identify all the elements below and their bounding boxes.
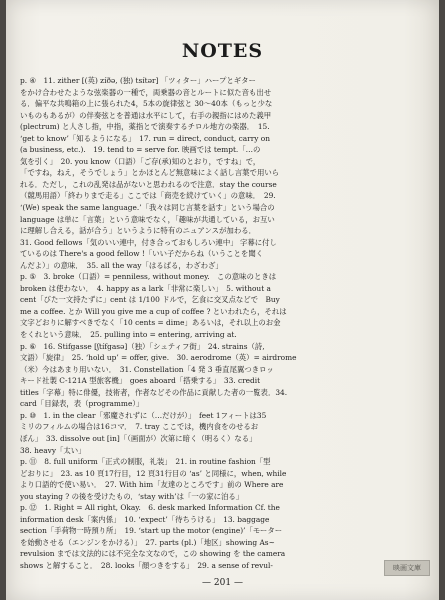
notes-body — [20, 75, 420, 572]
note-line: （競馬用語）「終わりまで走る」ここでは「商売を続けていく」の意味． 29. — [20, 191, 276, 201]
note-line: (plectrum) と人さし指，中指，薬指とで演奏するチロル地方の楽器． 15. — [20, 122, 270, 132]
note-line: you staying ? の後を受けたもの．‘stay with’は「一の家に泊る」 — [20, 491, 244, 501]
note-line: 38. heavy「太い」 — [20, 445, 86, 455]
page-number: — 201 — — [202, 578, 243, 588]
page-title: NOTES — [181, 40, 264, 62]
note-line: (a business, etc.). 19. tend to = serve for. 映画では tempt.「…の — [20, 145, 261, 155]
note-line: p. ④ 11. zither [(英) zíðə, (独) tsítər] 「ツィター」ハープとギター — [20, 76, 256, 85]
note-line: p. ⑩ 1. in the clear「邪魔されずに（…だけが）」 feet 1フィートは35 — [20, 410, 267, 420]
note-line: p. ⑤ 3. broke（口語）= penniless, without money. この意味のときは — [20, 272, 277, 282]
note-line: ているのは There's a good fellow !「いい子だからね（いうことを聞く — [20, 249, 264, 259]
note-line: をくれという意味． 25. pulling into = entering, arriving at. — [20, 330, 237, 340]
note-line: れる．ただし，これの乱発は品がないと思われるので注意．stay the course — [20, 179, 277, 189]
note-line: キード社製 C-121A 型旅客機」 goes aboard「搭乗する」 33. credit — [20, 376, 261, 386]
note-line: どおりに」 23. as 10 頁17行目，12 頁31行目の ‘as’ と同様に，when, while — [20, 468, 287, 478]
note-line: broken は使わない． 4. happy as a lark「非常に楽しい」 5. without a — [20, 283, 271, 293]
note-line: titles「字幕」特に俳優，技術者，作者などその作品に貢献した者の一覧表．34. — [20, 387, 288, 397]
note-line: ‘(We) speak the same language.’「我々は同じ言葉を話す」という場合の — [20, 203, 275, 213]
note-line: p. ⑪ 8. full uniform「正式の制服，礼装」 21. in routine fashion「型 — [20, 457, 271, 467]
note-line: 文字どおりに解すべきでなく「10 cents = dime」あるいは，それ以上のお金 — [20, 318, 281, 328]
note-line: p. ⑫ 1. Right = All right, Okay. 6. desk marked Information Cf. the — [20, 503, 280, 513]
note-line: を始動させる（エンジンをかける）」 27. parts (pl.)「地区」showing As~ — [20, 537, 275, 547]
note-line: revulsion までは文法的には不完全な文なので，この showing を the camera — [20, 549, 286, 559]
note-line: る．偏平な共鳴箱の上に張られた4，5本の旋律弦と 30〜40本（もっと少な — [20, 99, 273, 109]
note-line: （米）今はあまり用いない． 31. Constellation「4 発 3 垂直尾翼つきロッ — [20, 364, 274, 374]
note-line: に理解し合える，話が合う」というように特有のニュアンスが加わる． — [20, 226, 256, 236]
note-line: ‘get to know’「知るようになる」 17. run = direct, conduct, carry on — [20, 133, 270, 143]
note-line: information desk「案内係」 10. ‘expect’「待ちうける」 13. baggage — [20, 514, 270, 524]
book-page — [6, 0, 439, 600]
note-line: p. ⑥ 16. Stifgasse [ʃtífgasə]（独）「シュティフ街」 24. strains（詩, — [20, 341, 265, 351]
note-line: をかけ合わせたような弦楽器の一種で，両乗器の音とルートに似た音も出せ — [20, 87, 272, 97]
note-line: shows と解すること． 28. looks「顔つきをする」 29. a sense of revul- — [20, 560, 273, 570]
note-line: cent「びた一文持たずに」cent は 1/100 ドルで，乞食に交叉点などで Buy — [20, 295, 280, 305]
note-line: 気を引く」 20. you know（口語）「ご存(承)知のとおり，ですね」で， — [20, 156, 261, 166]
note-line: いものもあるが）の伴奏弦とを普通は水平にして，右手の親指にはめた義甲 — [20, 110, 272, 120]
library-stamp: 映画文庫 — [384, 560, 430, 576]
note-line: 31. Good fellows「気のいい連中，付き合っておもしろい連中」 字幕に付し — [20, 237, 277, 247]
note-line: 文語）「旋律」 25. ‘hold up’ = offer, give. 30. aerodrome（英）= airdrome — [20, 353, 297, 363]
note-line: section「手荷物一時預り所」 19. ‘start up the motor (engine)’「モーター — [20, 526, 283, 536]
note-line: me a coffee. とか Will you give me a cup of coffee ? といわれたら，それは — [20, 306, 287, 316]
note-line: language は単に「言葉」という意味でなく，「趣味が共通している，お互い — [20, 214, 275, 224]
note-line: card「目録表，表（programme）」 — [20, 399, 144, 409]
note-line: より口語的で使い易い． 27. With him「友達のところです」前の Where are — [20, 480, 284, 490]
note-line: ミリのフィルムの場合は16コマ． 7. tray ここでは，機内食をのせるお — [20, 422, 259, 432]
note-line: んだよ）」の意味． 35. all the way「はるばる，わざわざ」 — [20, 260, 223, 270]
note-line: ぼん」 33. dissolve out [in]「（画面が）次第に暗く（明るく）なる」 — [20, 433, 257, 443]
note-line: 「ですね，ねえ，そうでしょう」とかほとんど無意味によく話し言葉で用いら — [20, 168, 280, 178]
